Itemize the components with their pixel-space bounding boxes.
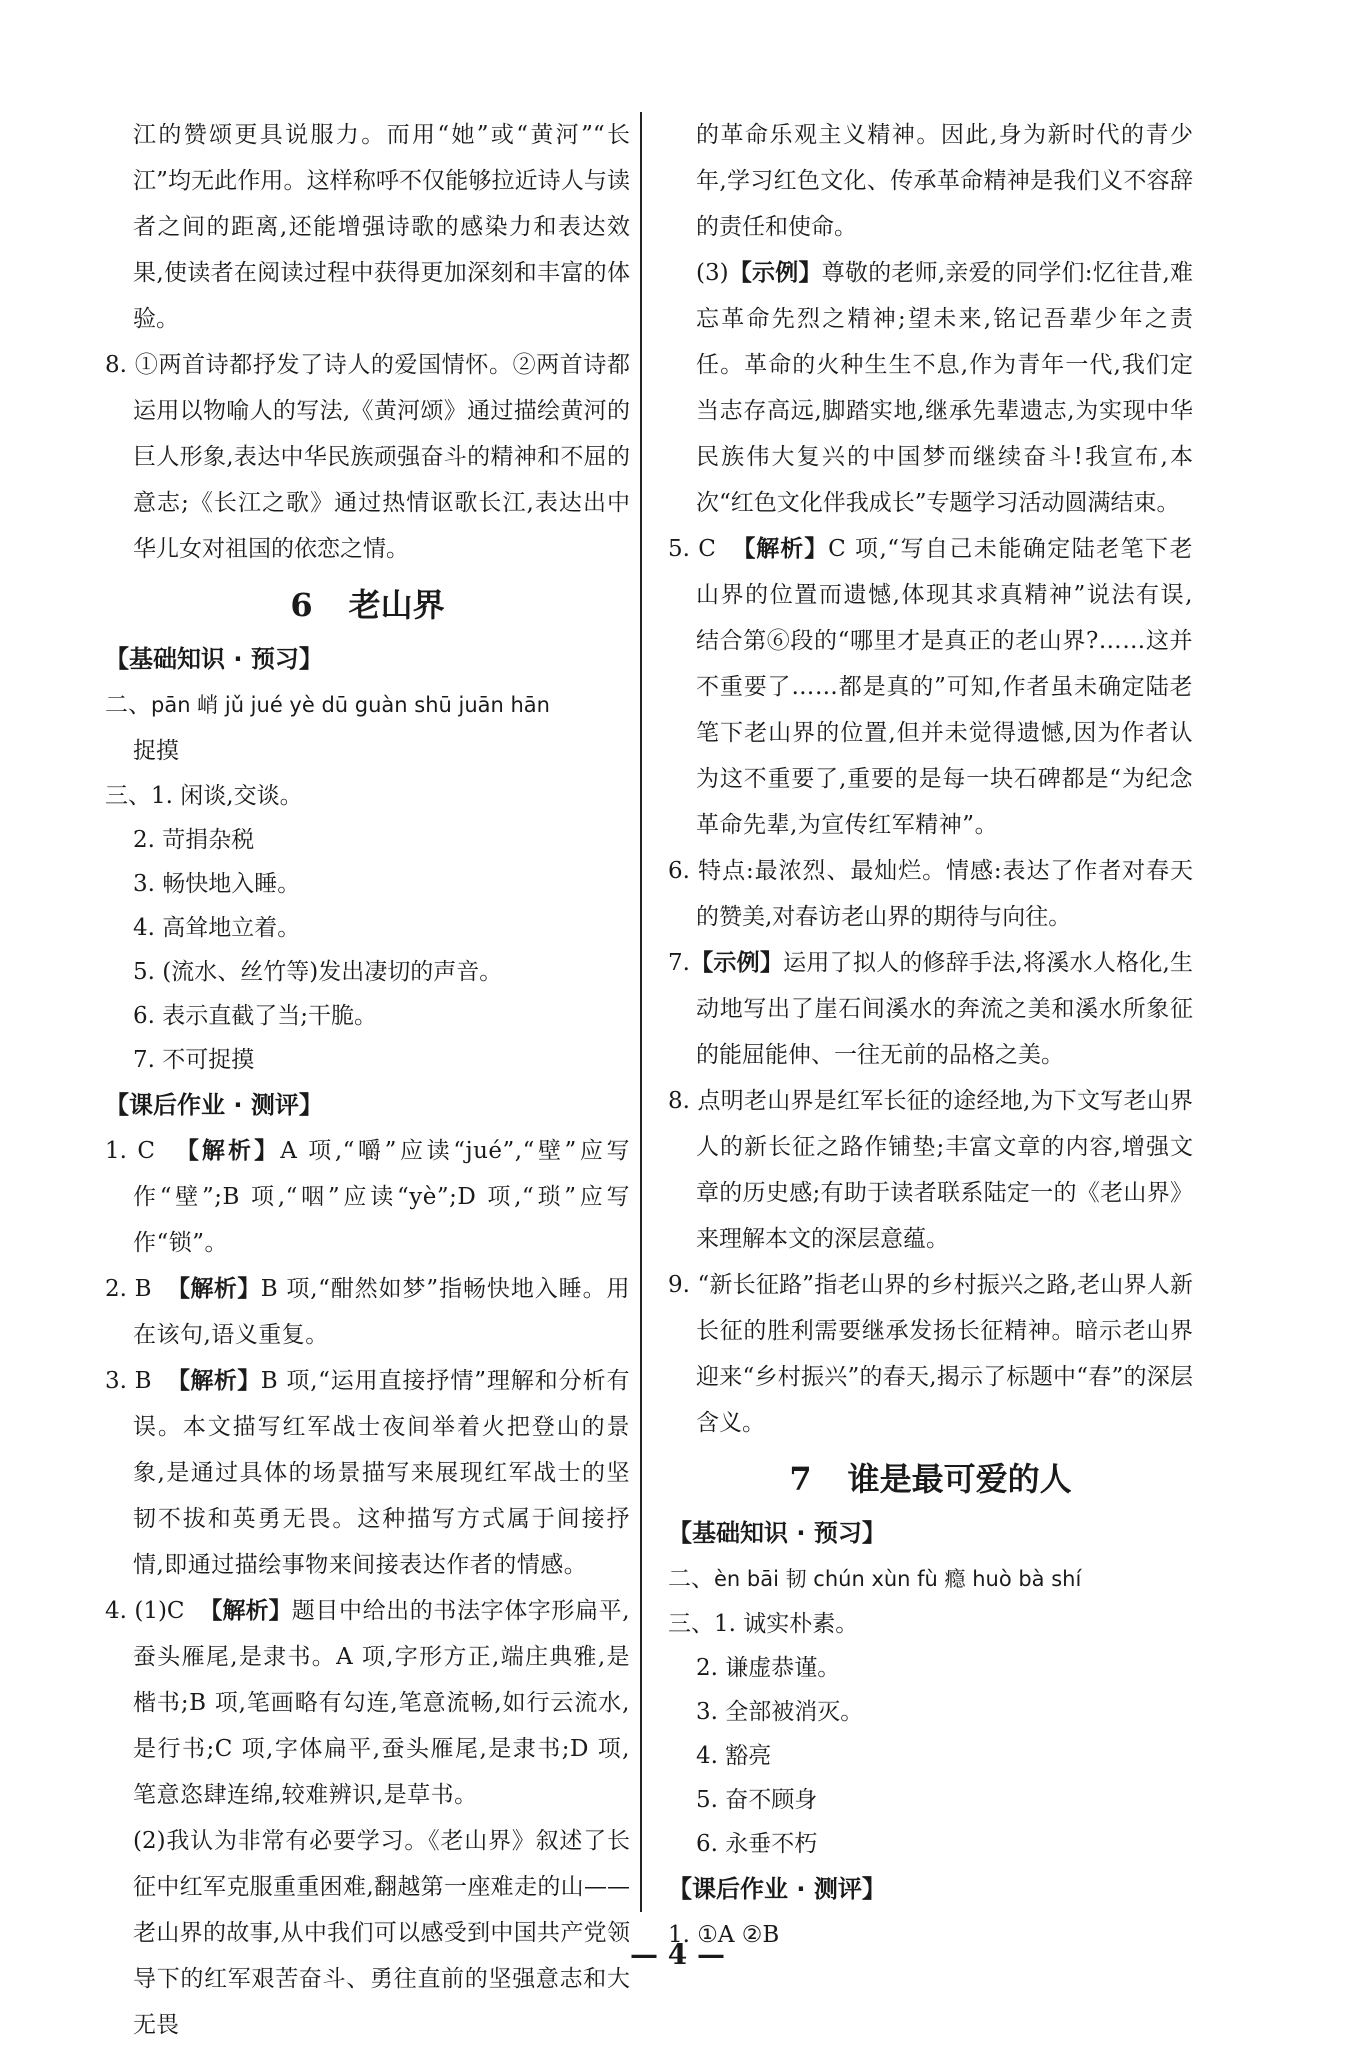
analysis-tag: 【解析】 — [167, 1368, 261, 1394]
answer-7-body: 运用了拟人的修辞手法,将溪水人格化,生动地写出了崖石间溪水的奔流之美和溪水所象征的能屈能伸、一往无前的品格之美。 — [696, 950, 1194, 1068]
right-column — [668, 112, 1193, 1958]
vocab-prefix: 三、 — [668, 1611, 714, 1637]
example-tag: 【示例】 — [689, 950, 784, 976]
continued-paragraph-right: 的革命乐观主义精神。因此,身为新时代的青少年,学习红色文化、传承革命精神是我们义不容辞的责任和使命。 — [696, 122, 1193, 240]
answer-4-analysis: 题目中给出的书法字体字形扁平,蚕头雁尾,是隶书。A 项,字形方正,端庄典雅,是楷书;B 项,笔画略有勾连,笔意流畅,如行云流水,是行书;C 项,字体扁平,蚕头雁尾,是隶书;D 项,笔意恣肆连绵,较难辨识,是草书。 — [133, 1598, 631, 1808]
lesson-name: 老山界 — [348, 586, 445, 624]
vocab-item-7: 7. 不可捉摸 — [133, 1047, 255, 1073]
answer-4-choice: 4. (1)C — [105, 1598, 185, 1624]
pinyin-answers: pān 峭 jǔ jué yè dū guàn shū juān hān — [151, 693, 550, 717]
answer-1 — [105, 1128, 630, 1266]
part-3-prefix: (3) — [696, 260, 729, 286]
answer-3 — [105, 1358, 630, 1588]
example-tag: 【示例】 — [728, 260, 822, 286]
vocab-item-7-1 — [668, 1602, 1193, 1646]
answer-1-analysis: A 项,“嚼”应读“jué”,“壁”应写作“壁”;B 项,“咽”应读“yè”;D 项,“琐”应写作“锁”。 — [133, 1138, 631, 1256]
section-basic-knowledge-7: 【基础知识 · 预习】 — [668, 1519, 886, 1547]
analysis-tag: 【解析】 — [167, 1276, 261, 1302]
lesson-7-title — [668, 1450, 1193, 1508]
answer-1-choice: 1. C — [105, 1138, 155, 1164]
vocab-item-2: 2. 苛捐杂税 — [133, 827, 255, 853]
vocab-item-1: 1. 闲谈,交谈。 — [151, 783, 303, 809]
answer-6: 6. 特点:最浓烈、最灿烂。情感:表达了作者对春天的赞美,对春访老山界的期待与向往。 — [668, 858, 1193, 930]
answer-4 — [105, 1588, 630, 1818]
part-3-body: 尊敬的老师,亲爱的同学们:忆往昔,难忘革命先烈之精神;望未来,铭记吾辈少年之责任。革命的火种生生不息,作为青年一代,我们定当志存高远,脚踏实地,继承先辈遗志,为实现中华民族伟大复兴的中国梦而继续奋斗!我宣布,本次“红色文化伴我成长”专题学习活动圆满结束。 — [696, 260, 1194, 516]
vocab-item-3: 3. 畅快地入睡。 — [133, 871, 301, 897]
section-homework-7: 【课后作业 · 测评】 — [668, 1875, 886, 1903]
vocab-item-7-4: 4. 豁亮 — [696, 1743, 772, 1769]
pinyin-row — [105, 682, 630, 728]
page-number: — 4 — — [630, 1938, 725, 1971]
left-column — [105, 112, 630, 2048]
answer-4-part-3 — [668, 250, 1193, 526]
answer-5 — [668, 526, 1193, 848]
analysis-tag: 【解析】 — [175, 1138, 281, 1164]
analysis-tag: 【解析】 — [199, 1598, 292, 1624]
answer-5-analysis: C 项,“写自己未能确定陆老笔下老山界的位置而遗憾,体现其求真精神”说法有误,结合第⑥段的“哪里才是真正的老山界?……这并不重要了……都是真的”可知,作者虽未确定陆老笔下老山界的位置,但并未觉得遗憾,因为作者认为这不重要了,重要的是每一块石碑都是“为纪念革命先辈,为宣传红军精神”。 — [696, 536, 1194, 838]
answer-2-choice: 2. B — [105, 1276, 152, 1302]
pinyin-prefix: 二、 — [105, 692, 151, 718]
answer-8: 8. ①两首诗都抒发了诗人的爱国情怀。②两首诗都运用以物喻人的写法,《黄河颂》通过描绘黄河的巨人形象,表达中华民族顽强奋斗的精神和不屈的意志;《长江之歌》通过热情讴歌长江,表达出中华儿女对祖国的依恋之情。 — [105, 352, 630, 562]
lesson-number: 7 — [789, 1460, 812, 1498]
vocab-item-7-6: 6. 永垂不朽 — [696, 1831, 818, 1857]
vocab-item — [105, 774, 630, 818]
answer-8-right: 8. 点明老山界是红军长征的途经地,为下文写老山界人的新长征之路作铺垫;丰富文章的内容,增强文章的历史感;有助于读者联系陆定一的《老山界》来理解本文的深层意蕴。 — [668, 1088, 1193, 1252]
answer-2 — [105, 1266, 630, 1358]
answer-1-lesson-7: 1. ①A ②B — [668, 1922, 780, 1948]
vocab-item-7-5: 5. 奋不顾身 — [696, 1787, 818, 1813]
answer-3-choice: 3. B — [105, 1368, 152, 1394]
answer-3-analysis: B 项,“运用直接抒情”理解和分析有误。本文描写红军战士夜间举着火把登山的景象,是通过具体的场景描写来展现红军战士的坚韧不拔和英勇无畏。这种描写方式属于间接抒情,即通过描绘事物来间接表达作者的情感。 — [133, 1368, 631, 1578]
answer-7-number: 7. — [668, 950, 690, 976]
pinyin-answers: èn bāi 韧 chún xùn fù 瘾 huò bà shí — [714, 1567, 1082, 1591]
continued-paragraph: 江的赞颂更具说服力。而用“她”或“黄河”“长江”均无此作用。这样称呼不仅能够拉近诗人与读者之间的距离,还能增强诗歌的感染力和表达效果,使读者在阅读过程中获得更加深刻和丰富的体验。 — [133, 122, 630, 332]
analysis-tag: 【解析】 — [732, 536, 829, 562]
column-divider — [640, 112, 642, 1912]
answer-4-part-2: (2)我认为非常有必要学习。《老山界》叙述了长征中红军克服重重困难,翻越第一座难走的山——老山界的故事,从中我们可以感受到中国共产党领导下的红军艰苦奋斗、勇往直前的坚强意志和大无畏 — [133, 1828, 630, 2038]
answer-5-choice: 5. C — [668, 536, 716, 562]
vocab-prefix: 三、 — [105, 783, 151, 809]
answer-9: 9. “新长征路”指老山界的乡村振兴之路,老山界人新长征的胜利需要继承发扬长征精神。暗示老山界迎来“乡村振兴”的春天,揭示了标题中“春”的深层含义。 — [668, 1272, 1193, 1436]
vocab-item-6: 6. 表示直截了当;干脆。 — [133, 1003, 378, 1029]
vocab-item-5: 5. (流水、丝竹等)发出凄切的声音。 — [133, 959, 503, 985]
answer-2-analysis: B 项,“酣然如梦”指畅快地入睡。用在该句,语义重复。 — [133, 1276, 631, 1348]
pinyin-prefix: 二、 — [668, 1566, 714, 1592]
section-homework: 【课后作业 · 测评】 — [105, 1091, 323, 1119]
lesson-6-title — [105, 576, 630, 634]
lesson-number: 6 — [290, 586, 313, 624]
vocab-item-4: 4. 高耸地立着。 — [133, 915, 301, 941]
lesson-name: 谁是最可爱的人 — [847, 1460, 1072, 1498]
section-basic-knowledge: 【基础知识 · 预习】 — [105, 645, 323, 673]
pinyin-row-7 — [668, 1556, 1193, 1602]
vocab-item-1: 1. 诚实朴素。 — [714, 1611, 859, 1637]
pinyin-extra: 捉摸 — [133, 738, 179, 764]
vocab-item-7-2: 2. 谦虚恭谨。 — [696, 1655, 841, 1681]
answer-7 — [668, 940, 1193, 1078]
vocab-item-7-3: 3. 全部被消灭。 — [696, 1699, 864, 1725]
